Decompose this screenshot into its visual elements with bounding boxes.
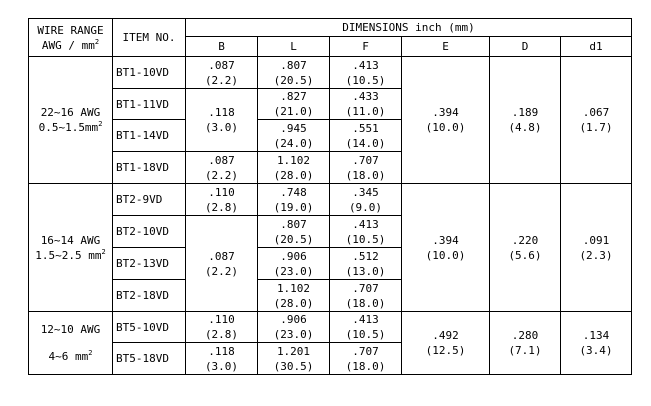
f-cell: .551 (14.0) xyxy=(330,120,402,152)
b-cell: .110 (2.8) xyxy=(186,312,258,343)
table-row xyxy=(29,57,632,89)
l-cell: .906 (23.0) xyxy=(258,248,330,280)
l-cell: .748 (19.0) xyxy=(258,184,330,216)
f-cell: .707 (18.0) xyxy=(330,280,402,312)
table-row xyxy=(29,312,632,343)
f-cell: .413 (10.5) xyxy=(330,216,402,248)
item-no-cell: BT1-10VD xyxy=(113,57,186,89)
d-cell: .280 (7.1) xyxy=(490,312,561,375)
item-no-cell: BT2-9VD xyxy=(113,184,186,216)
col-f-header: F xyxy=(330,37,402,57)
col-d1-header: d1 xyxy=(561,37,632,57)
l-cell: .827 (21.0) xyxy=(258,89,330,120)
f-cell: .433 (11.0) xyxy=(330,89,402,120)
item-no-cell: BT1-14VD xyxy=(113,120,186,152)
l-cell: .807 (20.5) xyxy=(258,57,330,89)
f-cell: .512 (13.0) xyxy=(330,248,402,280)
l-cell: .945 (24.0) xyxy=(258,120,330,152)
f-cell: .345 (9.0) xyxy=(330,184,402,216)
col-d-header: D xyxy=(490,37,561,57)
d-cell: .189 (4.8) xyxy=(490,57,561,184)
wire-range-header: WIRE RANGE AWG / $mm^2$ xyxy=(29,19,113,57)
wire-range-cell: 16~14 AWG 1.5~2.5 $mm^2$ xyxy=(29,184,113,312)
l-cell: .807 (20.5) xyxy=(258,216,330,248)
table-row xyxy=(29,184,632,216)
b-cell: .110 (2.8) xyxy=(186,184,258,216)
f-cell: .707 (18.0) xyxy=(330,343,402,375)
wire-range-cell: 22~16 AWG $0.5\sim 1.5mm^2$ xyxy=(29,57,113,184)
col-b-header: B xyxy=(186,37,258,57)
b-cell: .087 (2.2) xyxy=(186,57,258,89)
f-cell: .413 (10.5) xyxy=(330,57,402,89)
e-cell: .394 (10.0) xyxy=(402,57,490,184)
d-cell: .220 (5.6) xyxy=(490,184,561,312)
item-no-cell: BT1-11VD xyxy=(113,89,186,120)
f-cell: .413 (10.5) xyxy=(330,312,402,343)
b-cell: .118 (3.0) xyxy=(186,89,258,152)
dimensions-header: DIMENSIONS inch (mm) xyxy=(186,19,632,37)
item-no-cell: BT5-18VD xyxy=(113,343,186,375)
col-l-header: L xyxy=(258,37,330,57)
item-no-cell: BT1-18VD xyxy=(113,152,186,184)
b-cell: .118 (3.0) xyxy=(186,343,258,375)
dimensions-table xyxy=(28,18,632,375)
wire-range-cell: 12~10 AWG 4~6 $mm^2$ xyxy=(29,312,113,375)
item-no-cell: BT2-18VD xyxy=(113,280,186,312)
b-cell: .087 (2.2) xyxy=(186,152,258,184)
col-e-header: E xyxy=(402,37,490,57)
d1-cell: .091 (2.3) xyxy=(561,184,632,312)
item-no-cell: BT5-10VD xyxy=(113,312,186,343)
d1-cell: .067 (1.7) xyxy=(561,57,632,184)
b-cell: .087 (2.2) xyxy=(186,216,258,312)
item-no-header: ITEM NO. xyxy=(113,19,186,57)
f-cell: .707 (18.0) xyxy=(330,152,402,184)
item-no-cell: BT2-13VD xyxy=(113,248,186,280)
e-cell: .394 (10.0) xyxy=(402,184,490,312)
d1-cell: .134 (3.4) xyxy=(561,312,632,375)
l-cell: .906 (23.0) xyxy=(258,312,330,343)
l-cell: 1.102 (28.0) xyxy=(258,280,330,312)
l-cell: 1.201 (30.5) xyxy=(258,343,330,375)
l-cell: 1.102 (28.0) xyxy=(258,152,330,184)
e-cell: .492 (12.5) xyxy=(402,312,490,375)
item-no-cell: BT2-10VD xyxy=(113,216,186,248)
